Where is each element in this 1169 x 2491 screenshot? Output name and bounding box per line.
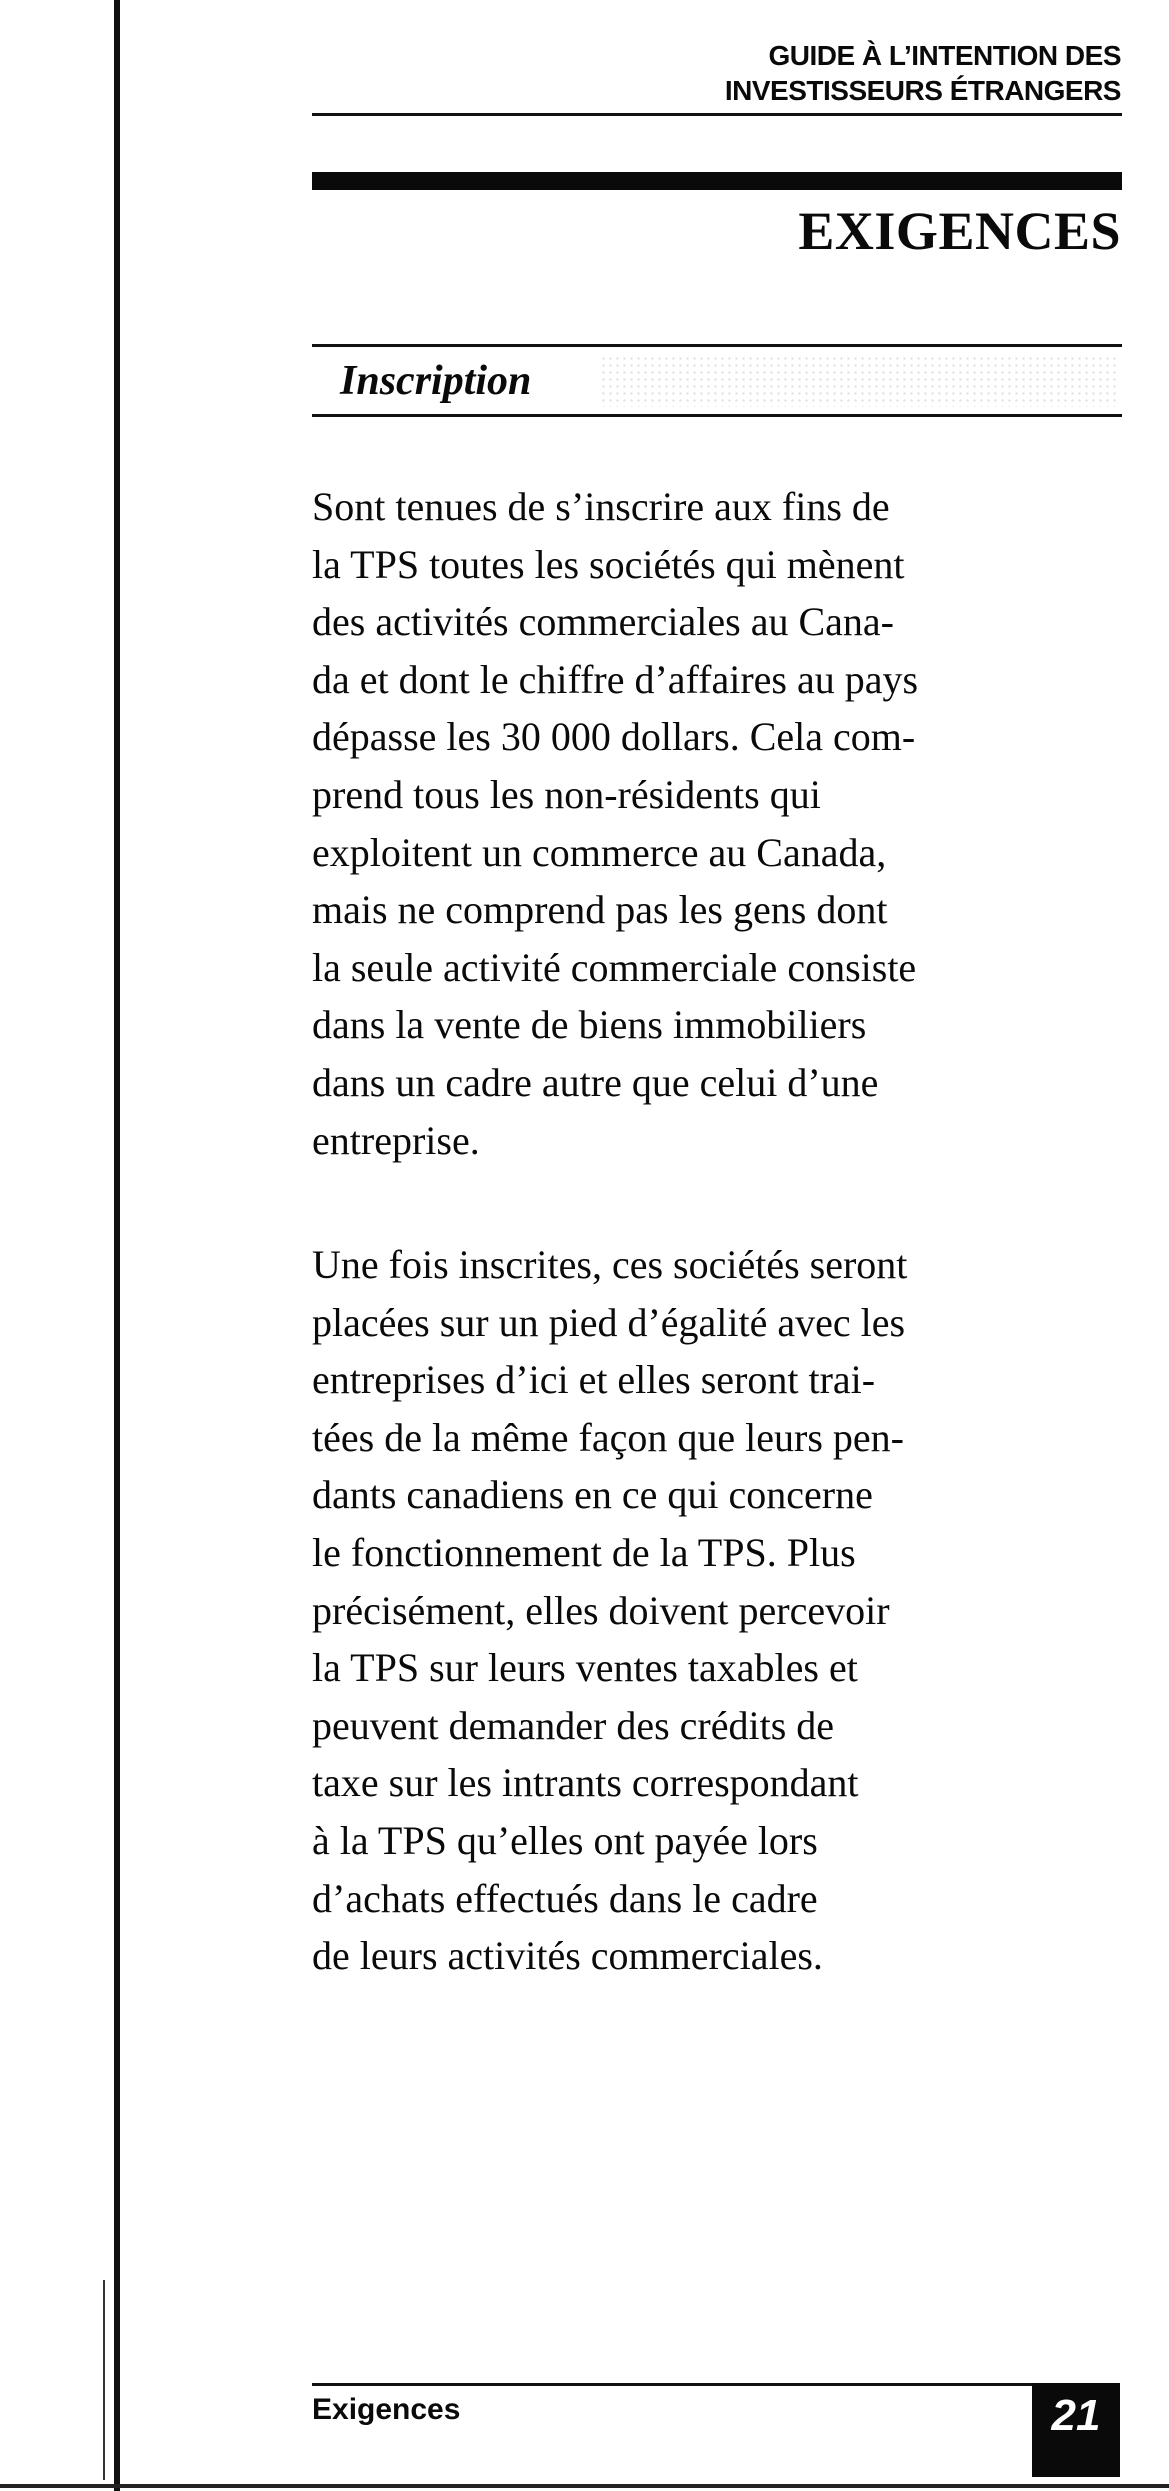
text-line: de leurs activités commerciales. [312, 1933, 823, 1979]
paragraph-2 [312, 1236, 907, 1985]
text-line: la TPS toutes les sociétés qui mènent [312, 541, 905, 587]
text-line: Sont tenues de s’inscrire aux fins de [312, 484, 890, 529]
binding-edge-shadow [103, 2280, 105, 2480]
running-header-line-2: INVESTISSEURS ÉTRANGERS [724, 75, 1121, 106]
text-line: des activités commerciales au Cana- [312, 599, 894, 645]
subheading-rule-top [312, 344, 1122, 347]
text-line: le fonctionnement de la TPS. Plus [312, 1529, 856, 1575]
footer-section-label: Exigences [312, 2393, 461, 2426]
text-line: taxe sur les intrants correspondant [312, 1760, 859, 1806]
text-line: Une fois inscrites, ces sociétés seront [312, 1242, 908, 1287]
text-line: dants canadiens en ce qui concerne [312, 1472, 873, 1518]
binding-edge [114, 0, 120, 2491]
text-line: d’achats effectués dans le cadre [312, 1875, 818, 1921]
text-line: da et dont le chiffre d’affaires au pays [312, 656, 919, 702]
text-line: peuvent demander des crédits de [312, 1702, 835, 1748]
text-line: entreprise. [312, 1117, 480, 1163]
subheading-screen-tint [600, 355, 1120, 407]
text-line: dans la vente de biens immobiliers [312, 1002, 867, 1048]
text-line: placées sur un pied d’égalité avec les [312, 1299, 906, 1345]
text-line: mais ne comprend pas les gens dont [312, 887, 888, 933]
running-header-line-1: GUIDE À L’INTENTION DES [768, 40, 1121, 71]
text-line: à la TPS qu’elles ont payée lors [312, 1817, 818, 1863]
subheading-rule-bottom [312, 414, 1122, 417]
text-line: précisément, elles doivent percevoir [312, 1587, 890, 1633]
section-title: EXIGENCES [798, 201, 1121, 261]
text-line: entreprises d’ici et elles seront trai- [312, 1357, 876, 1403]
page-bottom-edge [0, 2484, 1169, 2488]
text-line: la seule activité commerciale consiste [312, 944, 917, 990]
subheading: Inscription [340, 358, 532, 404]
paragraph-1 [312, 478, 918, 1169]
running-header [725, 38, 1121, 108]
text-line: dans un cadre autre que celui d’une [312, 1059, 879, 1105]
text-line: prend tous les non-résidents qui [312, 771, 821, 817]
text-line: dépasse les 30 000 dollars. Cela com- [312, 714, 916, 760]
text-line: exploitent un commerce au Canada, [312, 829, 887, 875]
text-line: tées de la même façon que leurs pen- [312, 1414, 904, 1460]
header-rule [312, 113, 1122, 116]
page-number: 21 [1032, 2383, 1120, 2477]
section-rule-thick [312, 172, 1122, 190]
text-line: la TPS sur leurs ventes taxables et [312, 1645, 858, 1691]
footer-rule [312, 2383, 1032, 2386]
